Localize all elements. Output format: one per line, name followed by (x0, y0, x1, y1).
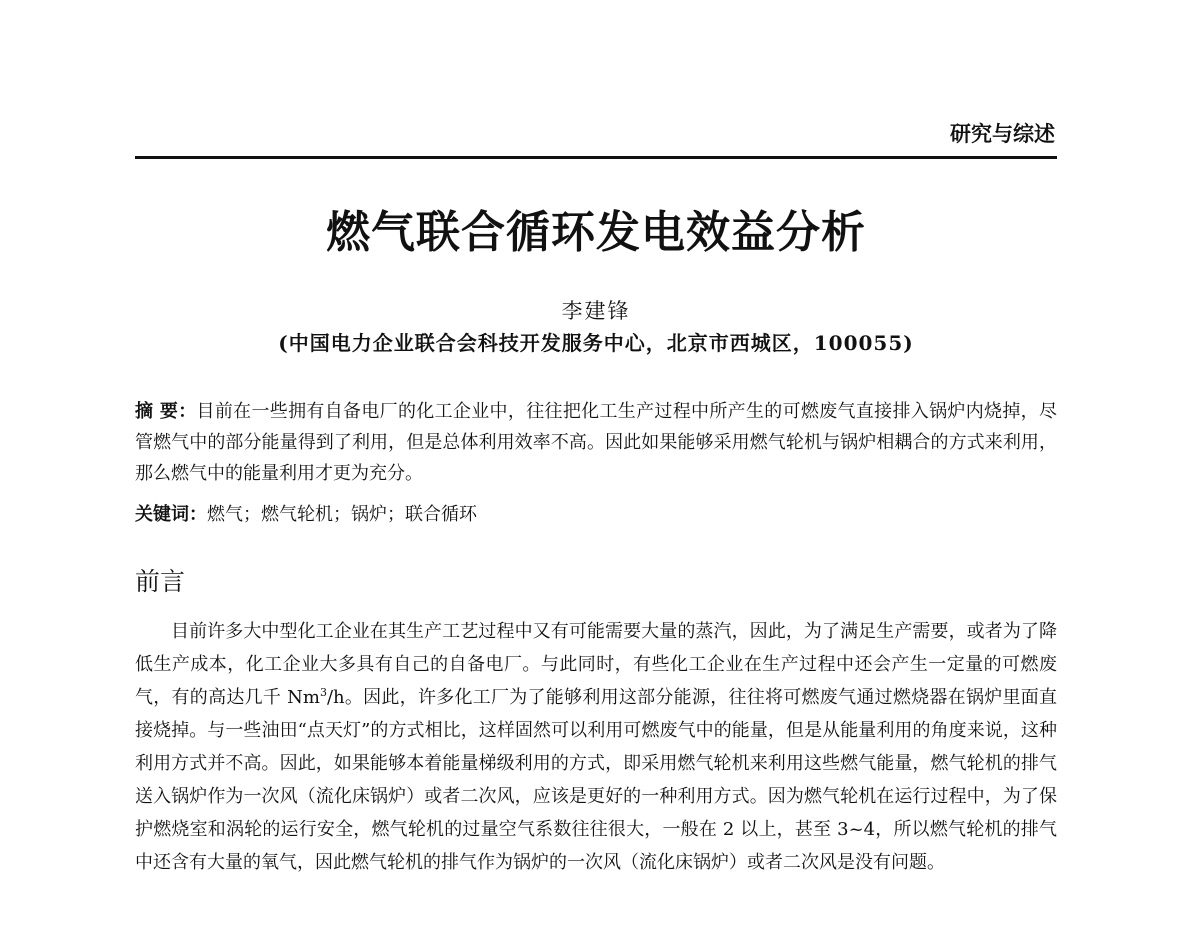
abstract-text: 目前在一些拥有自备电厂的化工企业中，往往把化工生产过程中所产生的可燃废气直接排入锅炉内烧掉，尽管燃气中的部分能量得到了利用，但是总体利用效率不高。因此如果能够采用燃气轮机与锅炉相耦合的方式来利用，那么燃气中的能量利用才更为充分。 (135, 401, 1057, 484)
article-title: 燃气联合循环发电效益分析 (326, 207, 866, 258)
section-tag: 研究与综述 (950, 122, 1055, 146)
abstract (135, 396, 1057, 489)
keywords-text: 燃气；燃气轮机；锅炉；联合循环 (207, 504, 477, 525)
author-affiliation: (中国电力企业联合会科技开发服务中心，北京市西城区，100055) (278, 331, 914, 355)
abstract-label: 摘 要： (135, 401, 197, 422)
superscript-three: 3 (319, 686, 327, 699)
body-paragraph (135, 615, 1057, 879)
section-heading: 前言 (135, 567, 186, 596)
header-rule (135, 156, 1057, 159)
keywords (135, 499, 1057, 530)
paragraph-part2: /h。因此，许多化工厂为了能够利用这部分能源，往往将可燃废气通过燃烧器在锅炉里面直接烧掉。与一些油田“点天灯”的方式相比，这样固然可以利用可燃废气中的能量，但是从能量利用的角度来说，这种利用方式并不高。因此，如果能够本着能量梯级利用的方式，即采用燃气轮机来利用这些燃气能量，燃气轮机的排气送入锅炉作为一次风（流化床锅炉）或者二次风，应该是更好的一种利用方式。因为燃气轮机在运行过程中，为了保护燃烧室和涡轮的运行安全，燃气轮机的过量空气系数往往很大，一般在 2 以上，甚至 3~4，所以燃气轮机的排气中还含有大量的氧气，因此燃气轮机的排气作为锅炉的一次风（流化床锅炉）或者二次风是没有问题。 (135, 687, 1058, 873)
keywords-label: 关键词： (135, 504, 207, 525)
author-name: 李建锋 (561, 299, 631, 323)
paragraph-part1: 目前许多大中型化工企业在其生产工艺过程中又有可能需要大量的蒸汽，因此，为了满足生产需要，或者为了降低生产成本，化工企业大多具有自己的自备电厂。与此同时，有些化工企业在生产过程中还会产生一定量的可燃废气，有的高达几千 Nm (135, 621, 1057, 708)
